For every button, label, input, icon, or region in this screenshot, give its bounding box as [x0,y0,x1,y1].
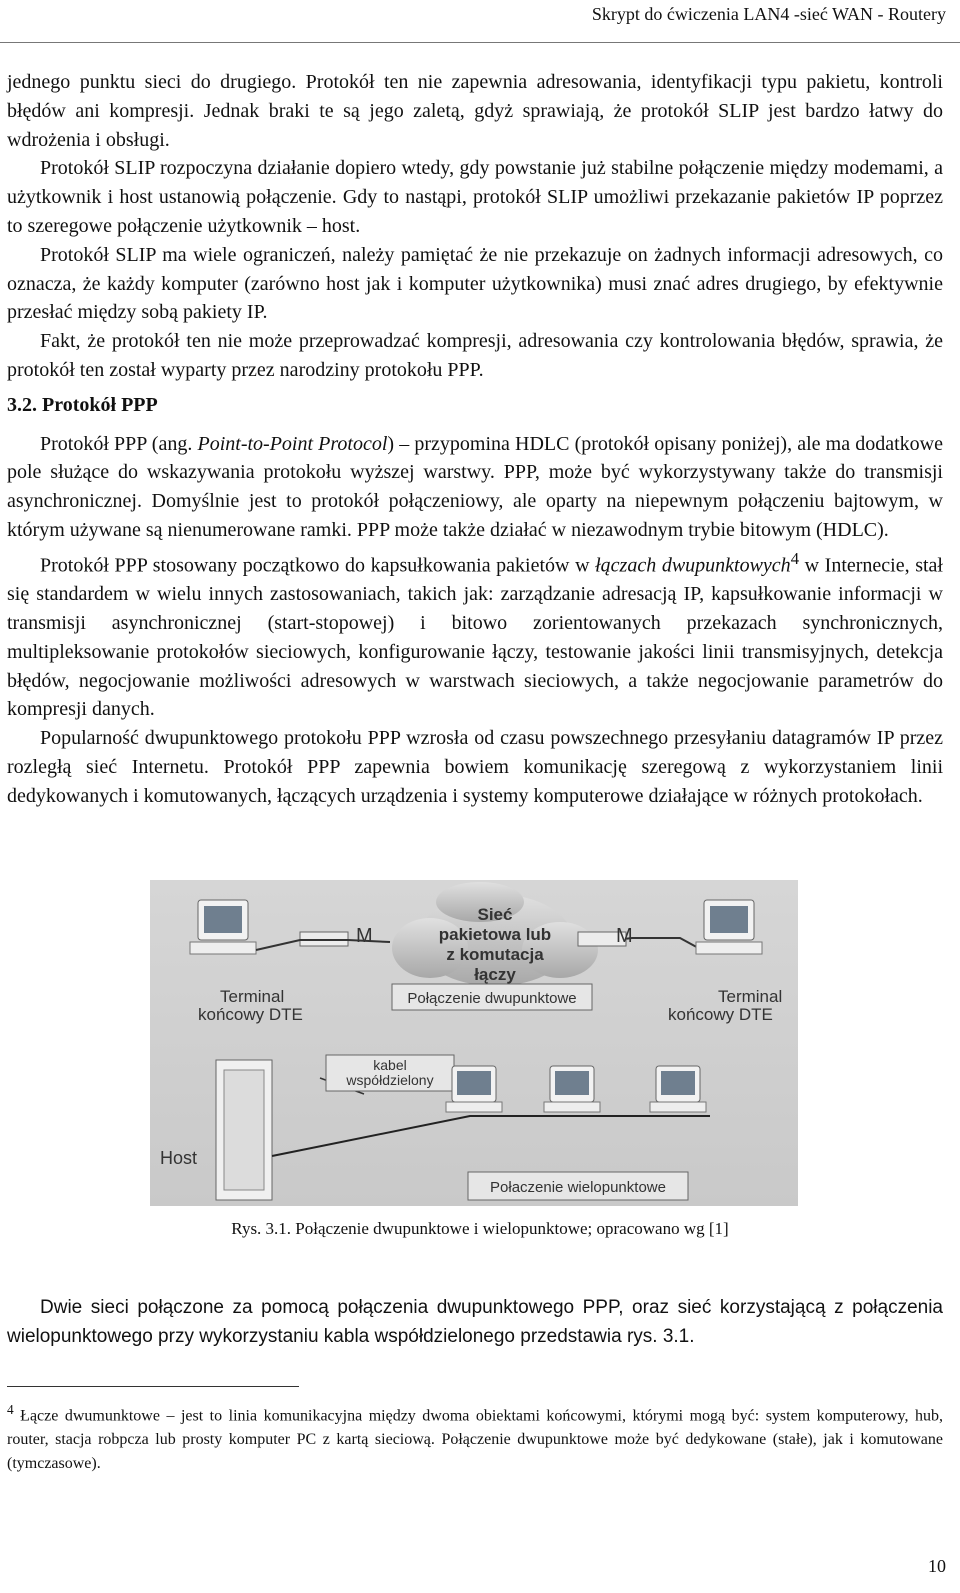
cloud-label-4: łączy [474,965,516,984]
figure-caption: Rys. 3.1. Połączenie dwupunktowe i wielopunktowe; opracowano wg [1] [231,1219,729,1238]
footnote-reference: 4 [790,548,800,568]
header-rule [0,42,960,43]
terminal-left-label-1: Terminal [220,987,285,1006]
cloud-label-2: pakietowa lub [438,925,552,944]
paragraph-3: Protokół SLIP ma wiele ograniczeń, należy pamiętać że nie przekazuje on żadnych informacji adresowych, co oznacza, że każdy komputer (zarówno host jak i komputer użytkownika) musi znać adres drugiego, by efektywnie przesłać między sobą pakiety IP. [7,243,943,324]
workstation-1-icon [446,1066,502,1112]
section-heading: 3.2. Protokół PPP [7,393,158,416]
after-figure-text [7,1293,943,1351]
paragraph-5: Protokół PPP (ang. Point-to-Point Protocol) – przypomina HDLC (protokół opisany poniżej), ale ma dodatkowe pole służące do wskazywania protokołu wyższej warstwy. PPP, może być wykorzystywany także do transmisji asynchronicznej. Domyślnie jest to protokół połączeniowy, ale oparty na niepewnym połączeniu bajtowym, w którym używane są nienumerowane ramki. PPP może także działać w niezawodnym trybie bitowym (HDLC). [7,432,943,541]
cloud-label-3: z komutacja [446,945,544,964]
cloud-label-1: Sieć [477,905,513,924]
footnote-rule [7,1386,299,1387]
p2p-label: Połączenie dwupunktowe [407,990,577,1007]
host-label: Host [160,1148,198,1168]
running-header: Skrypt do ćwiczenia LAN4 -sieć WAN - Routery [591,4,946,24]
footnote [7,1398,943,1476]
terminal-right-label-1: Terminal [718,987,783,1006]
main-text [7,68,943,811]
terminal-left-label-2: końcowy DTE [198,1005,303,1024]
workstation-3-icon [650,1066,706,1112]
paragraph-6: Protokół PPP stosowany początkowo do kapsułkowania pakietów w łączach dwupunktowych$^4$ w Internecie, stał się standardem w wielu innych zastosowaniach, takich jak: zarządzanie adresacją IP, kapsułkowanie informacji w transmisji asynchronicznej (start-stopowej) i bitowo zorientowanych przekazach synchronicznych, multipleksowanie protokołów sieciowych, konfigurowanie łączy, testowanie jakości linii transmisyjnych, detekcja błędów, negocjowanie możliwości adresowych w warstwach sieciowych, a także negocjowanie parametrów do kompresji danych. [7,548,943,721]
network-figure [150,880,798,1206]
terminal-right-icon [696,900,762,954]
cable-label-2: współdzielony [346,1072,434,1088]
paragraph-4: Fakt, że protokół ten nie może przeprowadzać kompresji, adresowania czy kontrolowania błędów, sprawia, że protokół ten został wyparty przez narodziny protokołu PPP. [7,330,943,381]
cable-label-1: kabel [373,1057,407,1073]
footnote-mark: 4 [7,1402,14,1417]
paragraph-2: Protokół SLIP rozpoczyna działanie dopiero wtedy, gdy powstanie już stabilne połączenie między modemami, a użytkownik i host ustanowią połączenie. Gdy to nastąpi, protokół SLIP umożliwi przekazanie pakietów IP poprzez to szeregowe połączenie użytkownik – host. [7,157,943,237]
paragraph-8: Dwie sieci połączone za pomocą połączenia dwupunktowego PPP, oraz sieć korzystającą z połączenia wielopunktowego przy wykorzystaniu kabla współdzielonego przedstawia rys. 3.1. [7,1297,943,1347]
paragraph-7: Popularność dwupunktowego protokołu PPP wzrosła od czasu powszechnego przesyłaniu datagramów IP przez rozległą sieć Internetu. Protokół PPP zapewnia bowiem komunikację szeregową z wykorzystaniem linii dedykowanych i komutowanych, łączących urządzenia i systemy komputerowe działające w różnych protokołach. [7,727,943,807]
footnote-text: Łącze dwumunktowe – jest to linia komunikacyjna między dwoma obiektami końcowymi, którymi mogą być: system komputerowy, hub, router, stacja robpcza lub prosty komputer PC z kartą sieciową. Połączenie dwupunktowe może być dedykowane (stałe), jak i komutowane (tymczasowe). [7,1407,943,1473]
workstation-2-icon [544,1066,600,1112]
terminal-left-icon [190,900,256,954]
modem-left-label: M [356,925,373,947]
multipoint-label: Połaczenie wielopunktowe [490,1179,666,1196]
terminal-right-label-2: końcowy DTE [668,1005,773,1024]
modem-right-label: M [616,925,633,947]
host-server-icon [216,1060,272,1200]
paragraph-1: jednego punktu sieci do drugiego. Protokół ten nie zapewnia adresowania, identyfikacji typu pakietu, kontroli błędów ani kompresji. Jednak braki te są jego zaletą, gdyż sprawiają, że protokół SLIP jest bardzo łatwy do wdrożenia i obsługi. [7,71,943,151]
page-number: 10 [928,1556,946,1576]
